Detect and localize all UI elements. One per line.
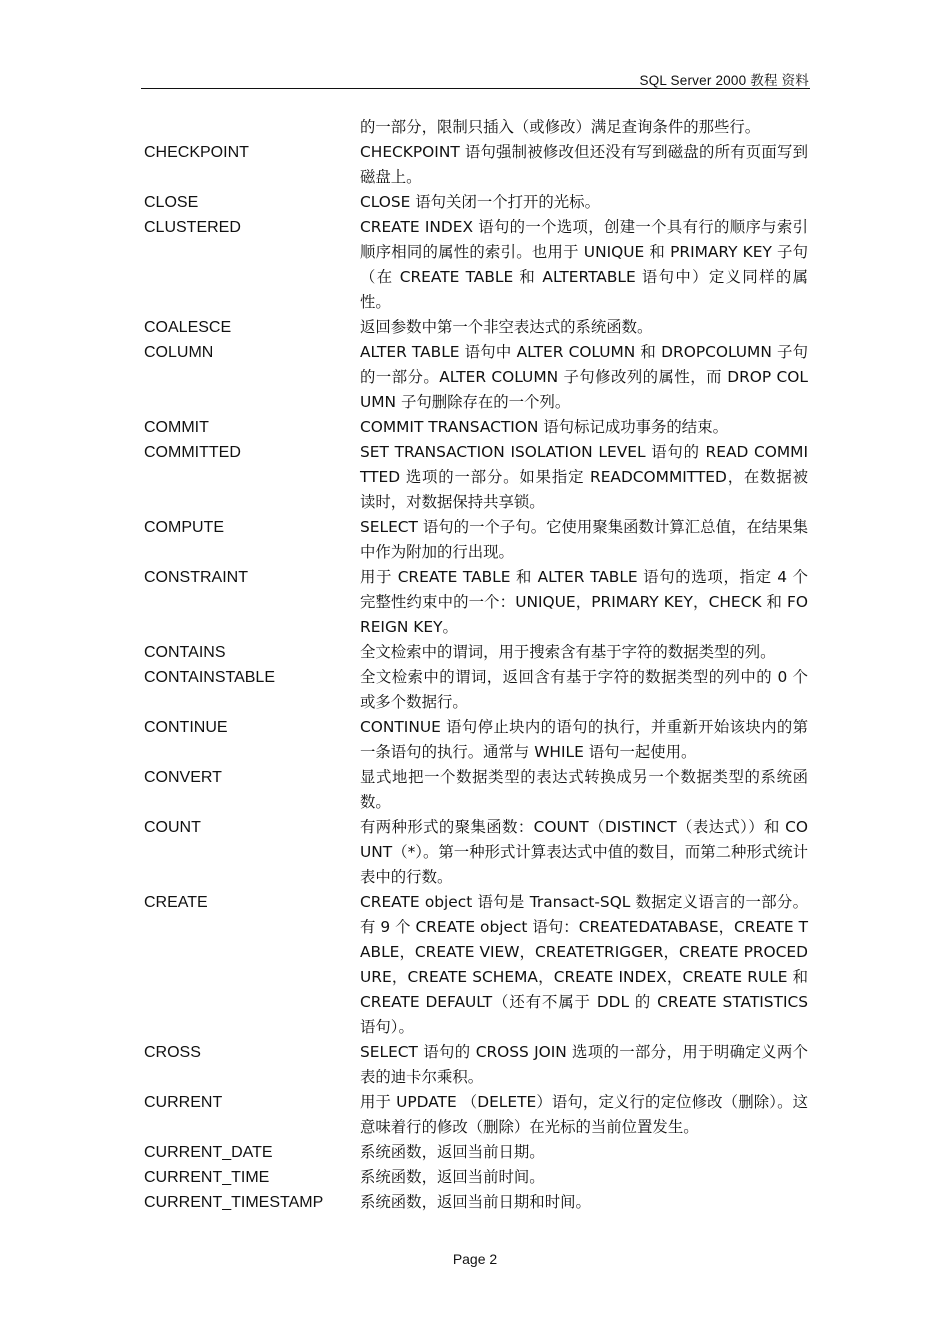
glossary-entry [144, 140, 809, 190]
glossary-entry [144, 1140, 809, 1165]
glossary-entry [144, 565, 809, 640]
glossary-description: 全文检索中的谓词，用于搜索含有基于字符的数据类型的列。 [360, 643, 776, 661]
glossary-term: CONTAINS [144, 644, 226, 661]
glossary-term: COMMIT [144, 419, 209, 436]
glossary-term: CONTINUE [144, 719, 228, 736]
glossary-description: 系统函数，返回当前日期。 [360, 1143, 545, 1161]
glossary-description: SELECT 语句的 CROSS JOIN 选项的一部分，用于明确定义两个表的迪卡尔乘积。 [360, 1043, 808, 1086]
glossary-entry [144, 115, 809, 140]
glossary-term: COMMITTED [144, 444, 241, 461]
glossary-description: CREATE INDEX 语句的一个选项，创建一个具有行的顺序与索引顺序相同的属性的索引。也用于 UNIQUE 和 PRIMARY KEY 子句（在 CREATE TABLE 和 ALTERTABLE 语句中）定义同样的属性。 [360, 218, 808, 311]
glossary-description: 的一部分，限制只插入（或修改）满足查询条件的那些行。 [360, 118, 761, 136]
glossary-term: CURRENT_DATE [144, 1144, 273, 1161]
glossary-description: CHECKPOINT 语句强制被修改但还没有写到磁盘的所有页面写到磁盘上。 [360, 143, 808, 186]
glossary-description: SET TRANSACTION ISOLATION LEVEL 语句的 READ COMMITTED 选项的一部分。如果指定 READCOMMITTED，在数据被读时，对数据保持共享锁。 [360, 443, 808, 511]
glossary-description: 显式地把一个数据类型的表达式转换成另一个数据类型的系统函数。 [360, 768, 808, 811]
glossary-entry [144, 1090, 809, 1140]
glossary-entry [144, 215, 809, 315]
glossary-term: CURRENT [144, 1094, 223, 1111]
glossary-term: CONSTRAINT [144, 569, 248, 586]
glossary-entry [144, 415, 809, 440]
header-divider [141, 88, 810, 89]
glossary-term: CURRENT_TIMESTAMP [144, 1194, 324, 1211]
page-number: Page 2 [452, 1251, 498, 1267]
glossary-term: CURRENT_TIME [144, 1169, 270, 1186]
glossary-list [144, 115, 809, 1215]
glossary-description: CONTINUE 语句停止块内的语句的执行，并重新开始该块内的第一条语句的执行。通常与 WHILE 语句一起使用。 [360, 718, 808, 761]
glossary-entry [144, 1190, 809, 1215]
page-header-title: SQL Server 2000 教程 资料 [639, 73, 809, 88]
glossary-description: 用于 UPDATE （DELETE）语句，定义行的定位修改（删除）。这意味着行的修改（删除）在光标的当前位置发生。 [360, 1093, 808, 1136]
glossary-term: CHECKPOINT [144, 144, 249, 161]
glossary-entry [144, 440, 809, 515]
glossary-description: 返回参数中第一个非空表达式的系统函数。 [360, 318, 653, 336]
glossary-term: COLUMN [144, 344, 214, 361]
glossary-entry [144, 515, 809, 565]
glossary-description: ALTER TABLE 语句中 ALTER COLUMN 和 DROPCOLUMN 子句的一部分。ALTER COLUMN 子句修改列的属性，而 DROP COLUMN 子句删除存在的一个列。 [360, 343, 808, 411]
glossary-term: CREATE [144, 894, 208, 911]
glossary-description: 全文检索中的谓词，返回含有基于字符的数据类型的列中的 0 个或多个数据行。 [360, 668, 808, 711]
glossary-term: CONVERT [144, 769, 222, 786]
glossary-description: 系统函数，返回当前日期和时间。 [360, 1193, 591, 1211]
glossary-entry [144, 765, 809, 815]
glossary-description: 用于 CREATE TABLE 和 ALTER TABLE 语句的选项，指定 4 个完整性约束中的一个：UNIQUE，PRIMARY KEY，CHECK 和 FOREIGN KEY。 [360, 568, 808, 636]
glossary-entry [144, 640, 809, 665]
glossary-entry [144, 1165, 809, 1190]
glossary-entry [144, 715, 809, 765]
glossary-term: COUNT [144, 819, 201, 836]
glossary-term: CLOSE [144, 194, 199, 211]
glossary-entry [144, 315, 809, 340]
glossary-entry [144, 815, 809, 890]
glossary-description: 有两种形式的聚集函数：COUNT（DISTINCT（表达式））和 COUNT（*）。第一种形式计算表达式中值的数目，而第二种形式统计表中的行数。 [360, 818, 808, 886]
glossary-description: SELECT 语句的一个子句。它使用聚集函数计算汇总值，在结果集中作为附加的行出现。 [360, 518, 808, 561]
glossary-entry [144, 665, 809, 715]
glossary-description: CREATE object 语句是 Transact-SQL 数据定义语言的一部分。有 9 个 CREATE object 语句：CREATEDATABASE，CREATE TABLE，CREATE VIEW，CREATETRIGGER，CREATE PROCEDURE，CREATE SCHEMA，CREATE INDEX，CREATE RULE 和 CREATE DEFAULT（还有不属于 DDL 的 CREATE STATISTICS 语句）。 [360, 893, 808, 1036]
glossary-term: CROSS [144, 1044, 201, 1061]
glossary-term: CONTAINSTABLE [144, 669, 275, 686]
glossary-term: COMPUTE [144, 519, 224, 536]
glossary-entry [144, 190, 809, 215]
glossary-description: CLOSE 语句关闭一个打开的光标。 [360, 193, 600, 211]
glossary-term: CLUSTERED [144, 219, 241, 236]
glossary-entry [144, 890, 809, 1040]
glossary-description: 系统函数，返回当前时间。 [360, 1168, 545, 1186]
glossary-entry [144, 340, 809, 415]
glossary-term: COALESCE [144, 319, 232, 336]
glossary-entry [144, 1040, 809, 1090]
glossary-description: COMMIT TRANSACTION 语句标记成功事务的结束。 [360, 418, 728, 436]
